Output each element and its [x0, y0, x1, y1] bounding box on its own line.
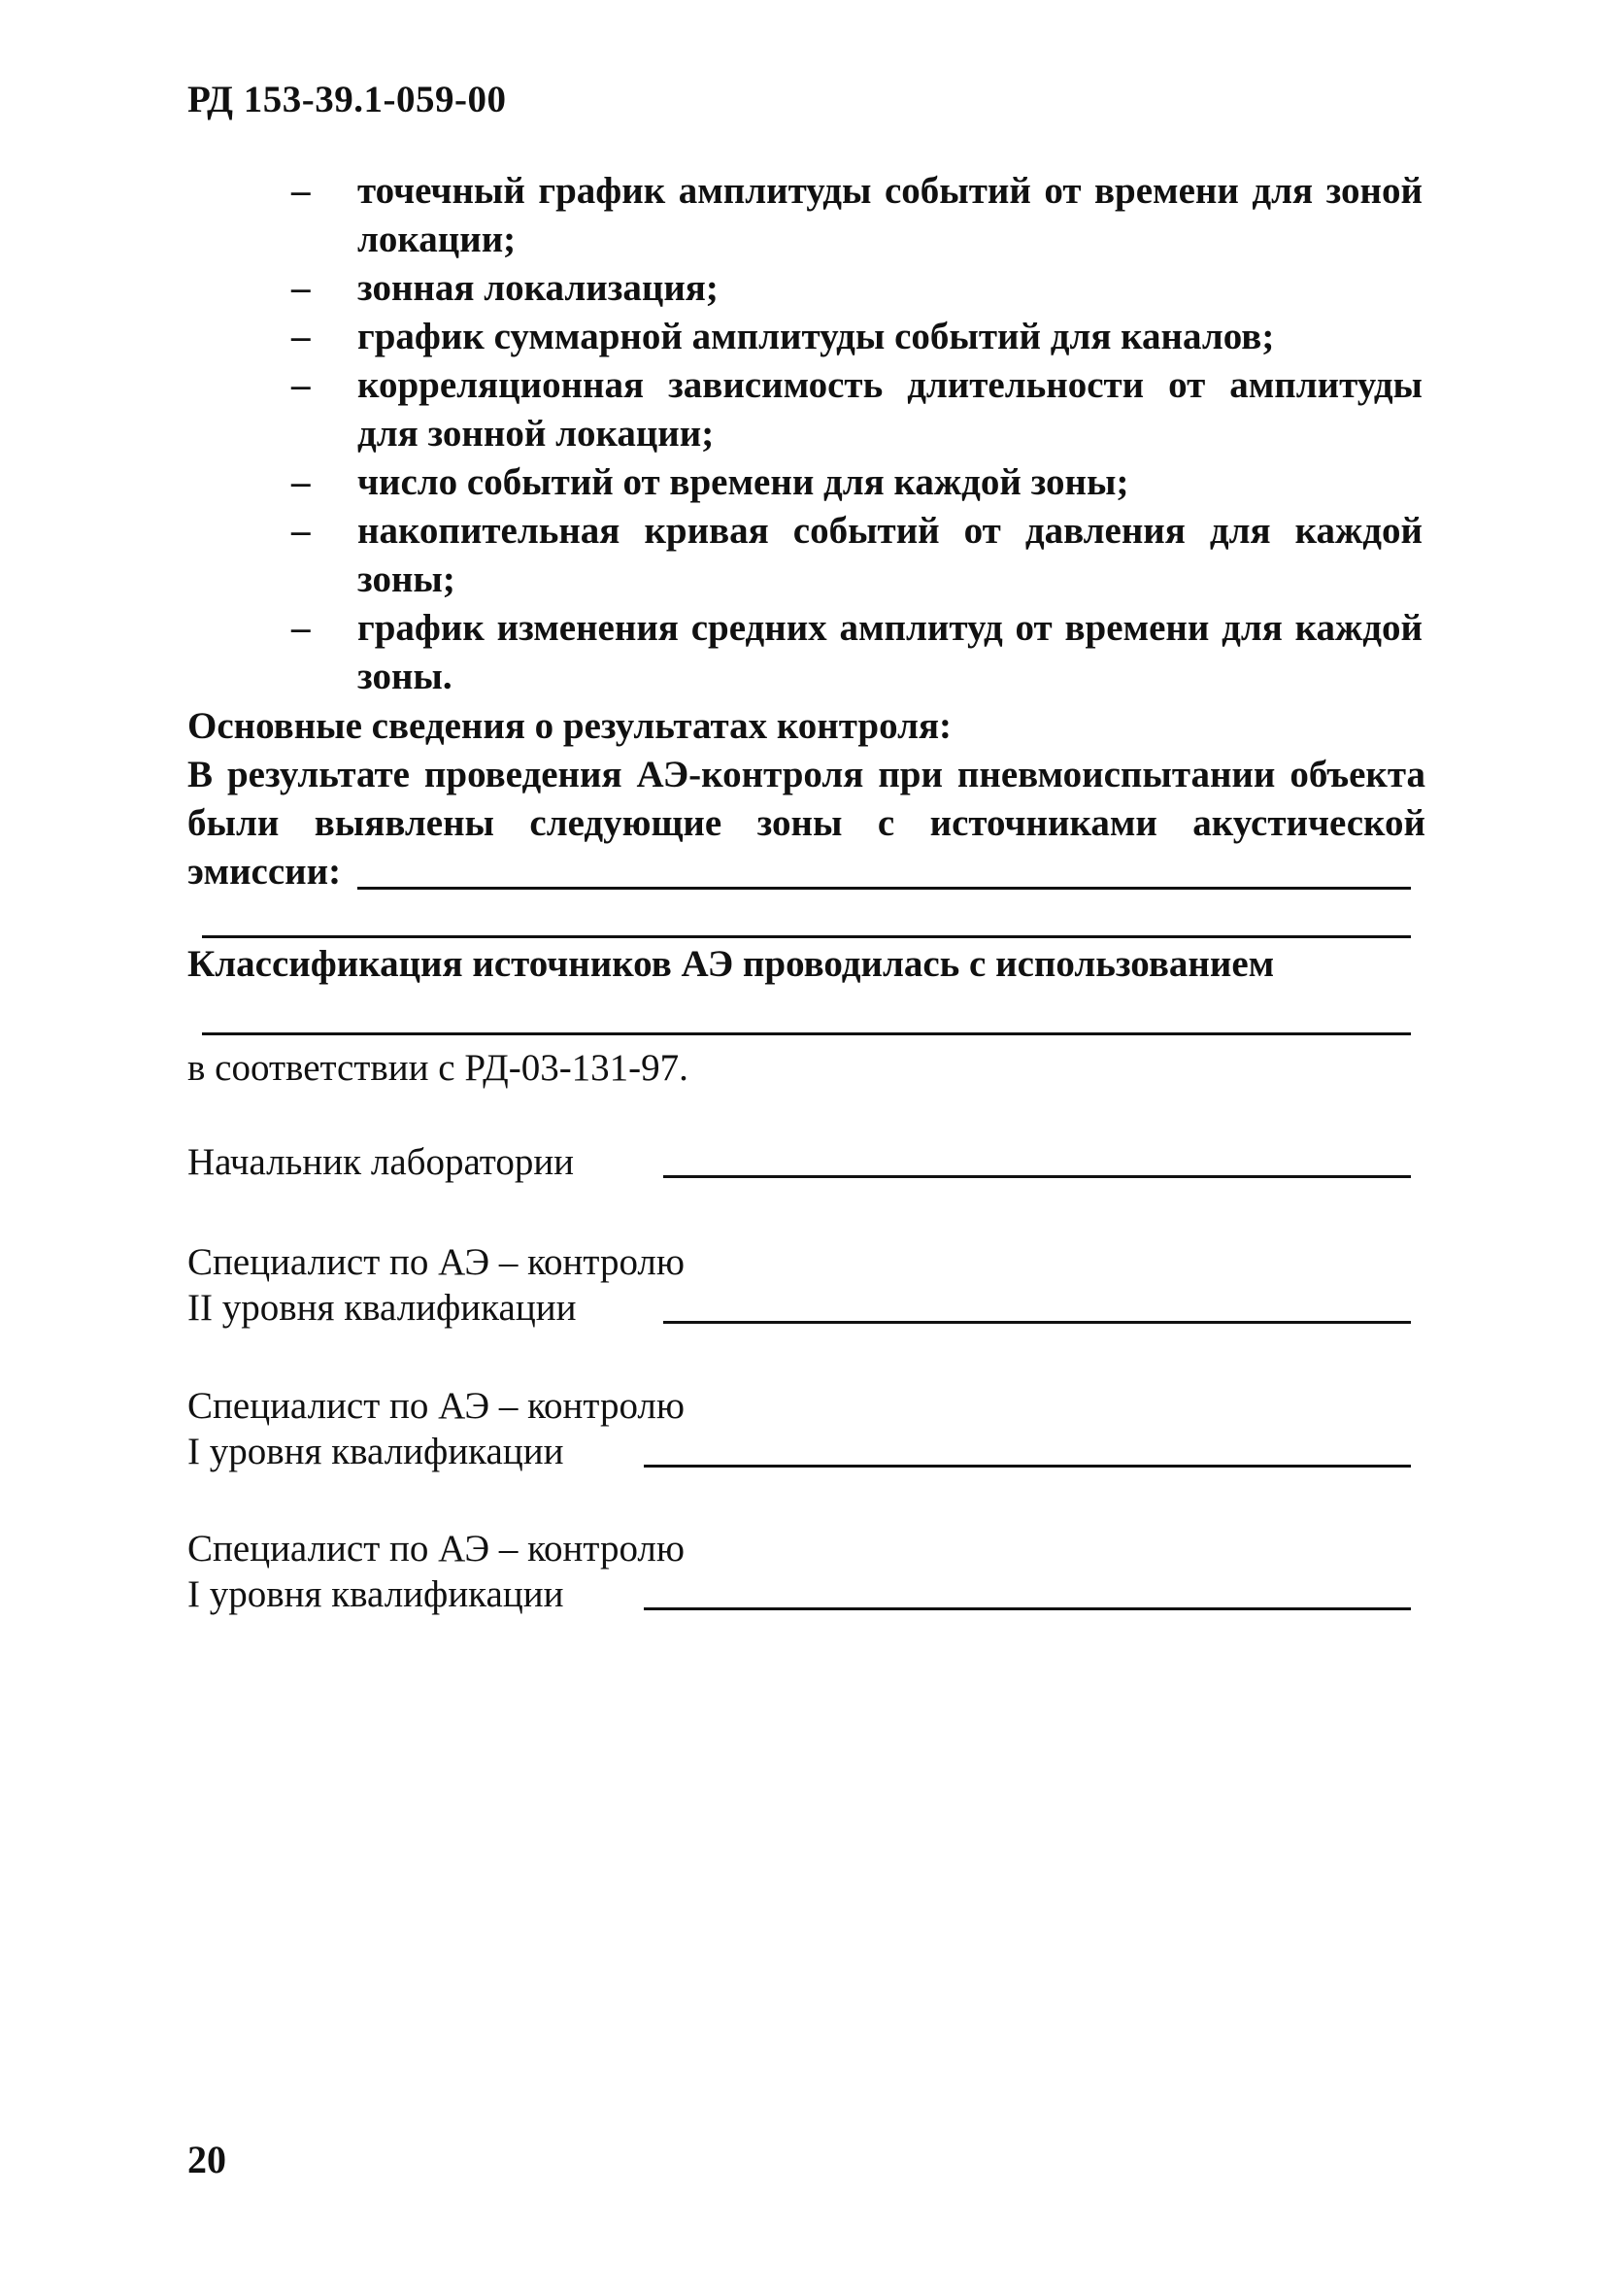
results-heading: Основные сведения о результатах контроля: — [187, 705, 953, 747]
results-line-2: были выявлены следующие зоны с источниками акустической — [187, 802, 1425, 844]
results-line-3: эмиссии: — [187, 851, 342, 893]
results-line-1: В результате проведения АЭ-контроля при пневмоиспытании объекта — [187, 754, 1425, 795]
classification-fill-line[interactable] — [202, 1032, 1411, 1035]
signature-specialist-1b-level: I уровня квалификации — [187, 1573, 564, 1615]
signature-specialist-1a-line[interactable] — [644, 1465, 1411, 1468]
emission-fill-line[interactable] — [357, 887, 1411, 890]
signature-specialist-2-line[interactable] — [663, 1321, 1411, 1324]
list-item: – график изменения средних амплитуд от времени для каждой зоны. — [291, 604, 1423, 701]
signature-specialist-1b-line[interactable] — [644, 1607, 1411, 1610]
accordance-text: в соответствии с РД-03-131-97. — [187, 1047, 688, 1089]
signature-specialist-1a-level: I уровня квалификации — [187, 1431, 564, 1472]
bullet-dash: – — [291, 510, 311, 552]
bullet-dash: – — [291, 170, 311, 212]
bullet-dash: – — [291, 316, 311, 357]
signature-lab-head-line[interactable] — [663, 1175, 1411, 1178]
classification-text: Классификация источников АЭ проводилась с использованием — [187, 943, 1275, 985]
results-paragraph — [187, 751, 1425, 896]
list-item: – зонная локализация; — [291, 264, 1423, 313]
bullet-dash: – — [291, 607, 311, 649]
signature-lab-head-label: Начальник лаборатории — [187, 1141, 575, 1183]
signature-specialist-1b-title: Специалист по АЭ – контролю — [187, 1528, 686, 1570]
signature-specialist-2-level: II уровня квалификации — [187, 1287, 577, 1329]
signature-specialist-1a-title: Специалист по АЭ – контролю — [187, 1385, 686, 1427]
bullet-dash: – — [291, 267, 311, 309]
emission-fill-line-2[interactable] — [202, 935, 1411, 938]
page-number: 20 — [187, 2138, 226, 2181]
list-item: – график суммарной амплитуды событий для каналов; — [291, 313, 1423, 361]
bullet-dash: – — [291, 461, 311, 503]
list-item: – число событий от времени для каждой зоны; — [291, 458, 1423, 507]
bullet-dash: – — [291, 364, 311, 406]
list-item: – корреляционная зависимость длительности от амплитуды для зонной локации; — [291, 361, 1423, 458]
document-code: РД 153-39.1-059-00 — [187, 79, 507, 120]
report-contents-list — [291, 167, 1423, 701]
list-item: – точечный график амплитуды событий от времени для зоной локации; — [291, 167, 1423, 264]
list-item: – накопительная кривая событий от давления для каждой зоны; — [291, 507, 1423, 604]
signature-specialist-2-title: Специалист по АЭ – контролю — [187, 1241, 686, 1283]
